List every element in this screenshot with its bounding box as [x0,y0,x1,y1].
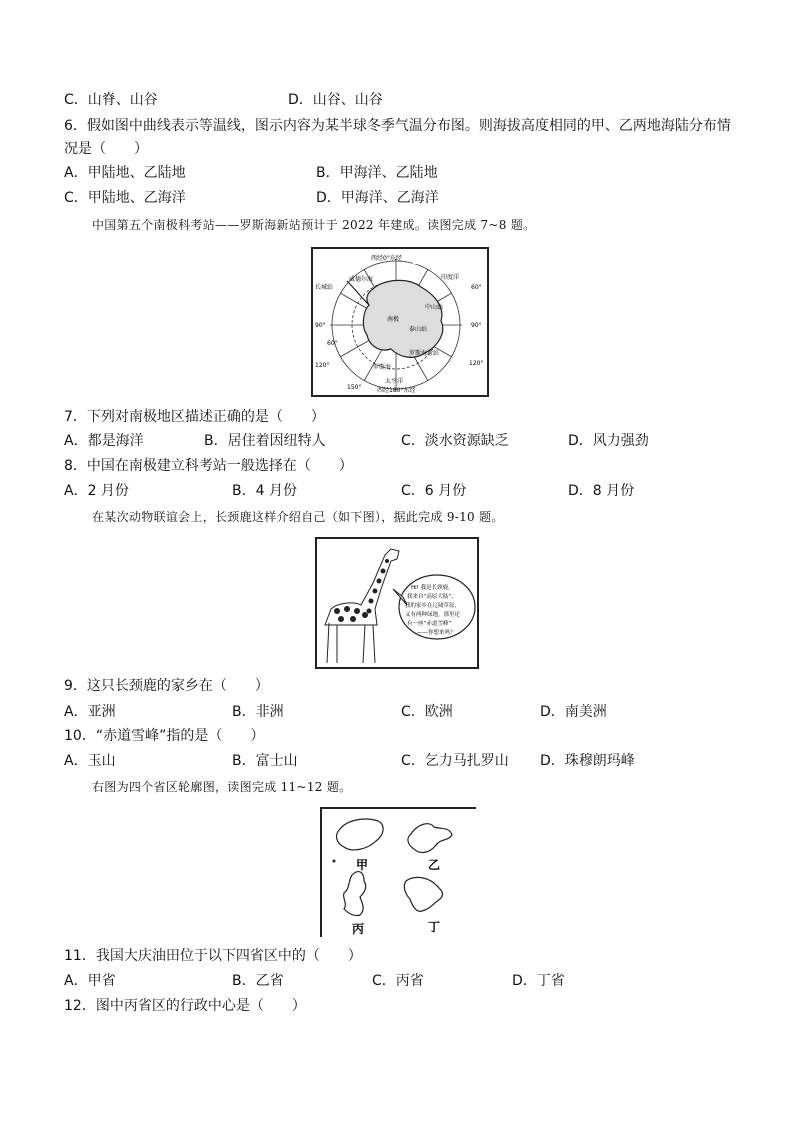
q8-option-b: B．4 月份 [232,483,297,499]
bubble-line-5: 有一座“赤道雪峰” [407,621,452,627]
q5-option-d: D．山谷、山谷 [288,92,383,108]
province-label-yi: 乙 [428,858,441,872]
q6-option-d: D．甲海洋、乙海洋 [316,190,439,206]
map-label-taishan: 泰山站 [409,326,428,333]
q8-option-c: C．6 月份 [401,483,467,499]
bubble-line-3: 我的家乡在辽阔草原， [405,603,461,609]
q9-option-b: B．非洲 [232,704,284,720]
q10-option-a: A．玉山 [64,753,116,769]
q9-option-a: A．亚洲 [64,704,116,720]
province-label-ding: 丁 [428,920,441,934]
map-label-pole: 南极 [387,316,400,323]
map-label-west-east: 西经0°东经 [371,255,402,262]
q6-option-b: B．甲海洋、乙陆地 [316,165,438,181]
q9-stem: 9．这只长颈鹿的家乡在（ ） [64,678,269,694]
map-deg-120e: 120° [469,360,484,367]
province-yi-shape [408,824,452,853]
map-label-pacific: 太平洋 [385,378,404,385]
q6-option-c: C．甲陆地、乙海洋 [64,190,186,206]
map-label-zhongshan: 中山站 [425,304,444,311]
q7-option-d: D．风力强劲 [568,433,649,449]
map-label-bottom: 西经180°东经 [377,387,416,394]
q7-option-a: A．都是海洋 [64,433,144,449]
intro-7-8: 中国第五个南极科考站——罗斯海新站预计于 2022 年建成。读图完成 7~8 题。 [92,218,536,232]
province-label-jia: 甲 [356,858,369,872]
q11-option-c: C．丙省 [372,973,424,989]
giraffe-figure [315,537,479,669]
q8-stem: 8．中国在南极建立科考站一般选择在（ ） [64,458,353,474]
antarctic-map-figure [311,247,489,397]
q6-stem-line1: 6．假如图中曲线表示等温线，图示内容为某半球冬季气温分布图。则海拔高度相同的甲、乙两地海陆分布情 [64,118,731,134]
map-lat-60: 60° [327,340,338,347]
q5-option-c: C．山脊、山谷 [64,92,158,108]
q10-option-d: D．珠穆朗玛峰 [540,753,635,769]
map-label-ross-new: 罗斯海新站 [409,350,440,357]
bubble-line-1: Hi! 我是长颈鹿。 [411,585,454,591]
q11-option-b: B．乙省 [232,973,284,989]
map-deg-120w: 120° [315,362,330,369]
q9-option-d: D．南美洲 [540,704,607,720]
province-outlines [322,809,476,937]
map-label-indian: 印度洋 [441,274,460,281]
q6-option-a: A．甲陆地、乙陆地 [64,165,186,181]
q7-stem: 7．下列对南极地区描述正确的是（ ） [64,409,325,425]
q7-option-b: B．居住着因纽特人 [204,433,326,449]
province-bing-shape [344,872,366,916]
q12-stem: 12．图中丙省区的行政中心是（ ） [64,998,306,1014]
province-label-bing: 丙 [352,922,365,936]
q11-option-d: D．丁省 [512,973,565,989]
map-label-weddell: 威德尔海 [349,276,374,283]
bubble-line-2: 我来自“高原大陆”， [407,594,457,600]
province-ding-shape [404,877,442,911]
province-jia-shape [337,819,384,850]
q7-option-c: C．淡水资源缺乏 [401,433,509,449]
q11-option-a: A．甲省 [64,973,116,989]
map-label-ross-sea: 罗斯海 [373,364,392,371]
q8-option-a: A．2 月份 [64,483,129,499]
map-deg-90w: 90° [315,322,326,329]
bubble-line-4: 又有两种绿地，那里还 [405,612,461,618]
giraffe-illustration [317,539,477,667]
intro-11-12: 右图为四个省区轮廓图，读图完成 11~12 题。 [92,780,352,794]
antarctic-map [313,249,487,395]
bubble-line-6: ——你想来吗？ [417,630,456,636]
q10-option-c: C．乞力马扎罗山 [401,753,509,769]
map-deg-60e: 60° [471,284,482,291]
province-outlines-figure [320,807,476,937]
q8-option-d: D．8 月份 [568,483,635,499]
intro-9-10: 在某次动物联谊会上，长颈鹿这样介绍自己（如下图），据此完成 9-10 题。 [92,510,504,524]
q10-option-b: B．富士山 [232,753,298,769]
q10-stem: 10．“赤道雪峰”指的是（ ） [64,728,265,744]
map-label-great-wall: 长城站 [315,284,334,291]
q9-option-c: C．欧洲 [401,704,453,720]
q6-stem-line2: 况是（ ） [64,141,148,157]
map-deg-90e: 90° [471,322,482,329]
q11-stem: 11．我国大庆油田位于以下四省区中的（ ） [64,948,362,964]
map-deg-150w: 150° [347,384,362,391]
